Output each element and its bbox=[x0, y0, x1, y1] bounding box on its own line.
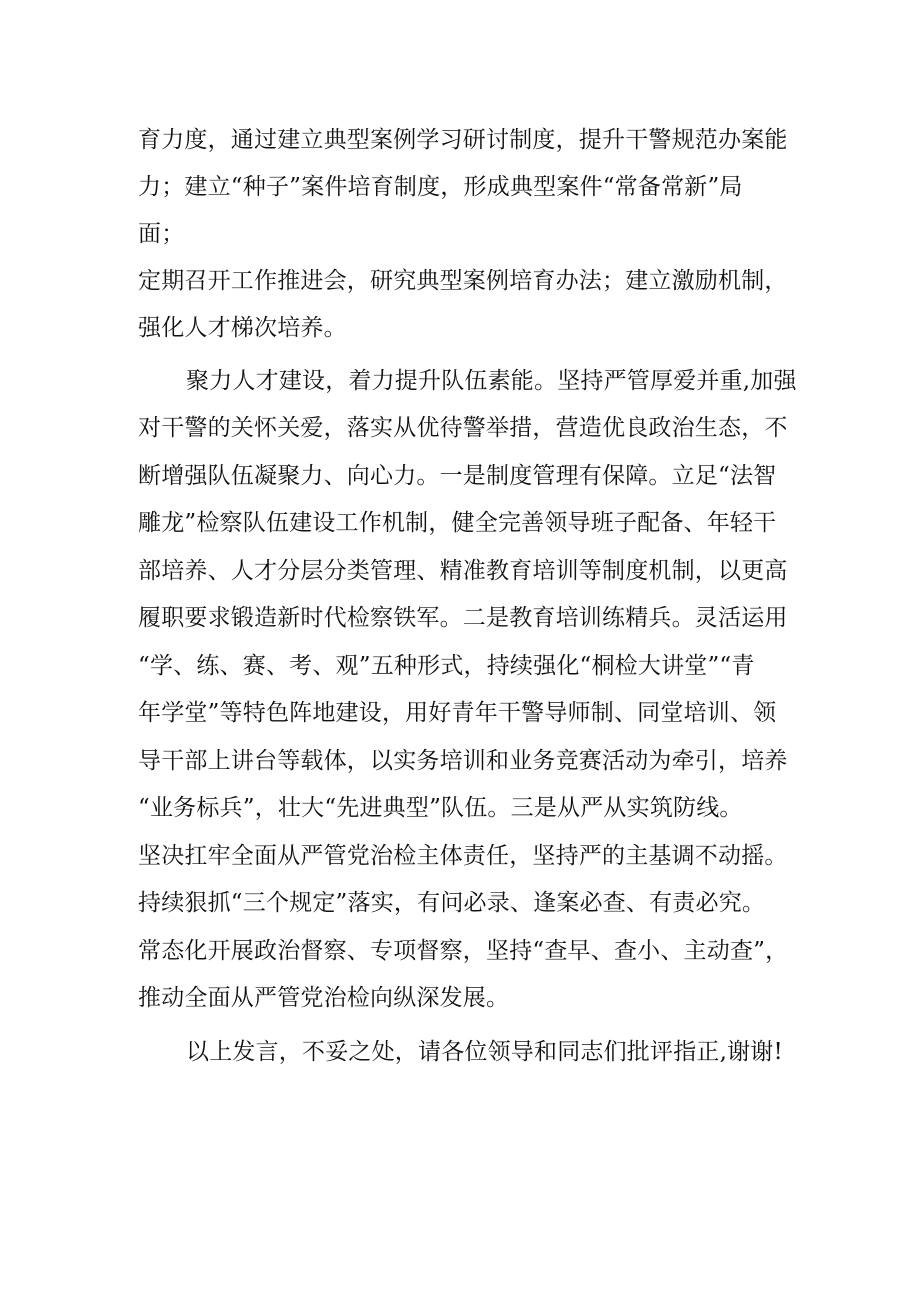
text-line-11: 履职要求锻造新时代检察铁军。二是教育培训练精兵。灵活运用 bbox=[138, 605, 788, 631]
text-line-8: 断增强队伍凝聚力、向心力。一是制度管理有保障。立足“法智 bbox=[138, 463, 777, 489]
text-line-1: 育力度，通过建立典型案例学习研讨制度，提升干警规范办案能 bbox=[138, 127, 788, 153]
text-line-7: 对干警的关怀关爱，落实从优待警举措，营造优良政治生态，不 bbox=[138, 415, 788, 441]
text-line-15: “业务标兵”，壮大“先进典型”队伍。三是从严从实筑防线。 bbox=[138, 795, 743, 821]
text-line-3: 面； bbox=[138, 221, 185, 247]
text-line-4: 定期召开工作推进会，研究典型案例培育办法；建立激励机制， bbox=[138, 268, 788, 294]
text-line-10: 部培养、人才分层分类管理、精准教育培训等制度机制，以更高 bbox=[138, 558, 788, 584]
text-line-12: “学、练、赛、考、观”五种形式，持续强化“桐检大讲堂”“青 bbox=[138, 653, 755, 679]
text-line-6: 聚力人才建设，着力提升队伍素能。坚持严管厚爱并重,加强 bbox=[186, 368, 797, 394]
closing-line: 以上发言，不妥之处，请各位领导和同志们批评指正,谢谢! bbox=[186, 1039, 783, 1065]
text-line-13: 年学堂”等特色阵地建设，用好青年干警导师制、同堂培训、领 bbox=[138, 700, 777, 726]
text-line-16: 坚决扛牢全面从严管党治检主体责任，坚持严的主基调不动摇。 bbox=[138, 843, 788, 869]
text-line-2: 力；建立“种子”案件培育制度，形成典型案件“常备常新”局 bbox=[138, 174, 743, 200]
text-line-9: 雕龙”检察队伍建设工作机制，健全完善领导班子配备、年轻干 bbox=[138, 510, 777, 536]
text-line-5: 强化人才梯次培养。 bbox=[138, 315, 347, 341]
text-line-14: 导干部上讲台等载体，以实务培训和业务竞赛活动为牵引，培养 bbox=[138, 748, 788, 774]
text-line-18: 常态化开展政治督察、专项督察，坚持“查早、查小、主动查”， bbox=[138, 938, 789, 964]
text-line-17: 持续狠抓“三个规定”落实，有问必录、逢案必查、有责必究。 bbox=[138, 890, 766, 916]
text-line-19: 推动全面从严管党治检向纵深发展。 bbox=[138, 985, 510, 1011]
